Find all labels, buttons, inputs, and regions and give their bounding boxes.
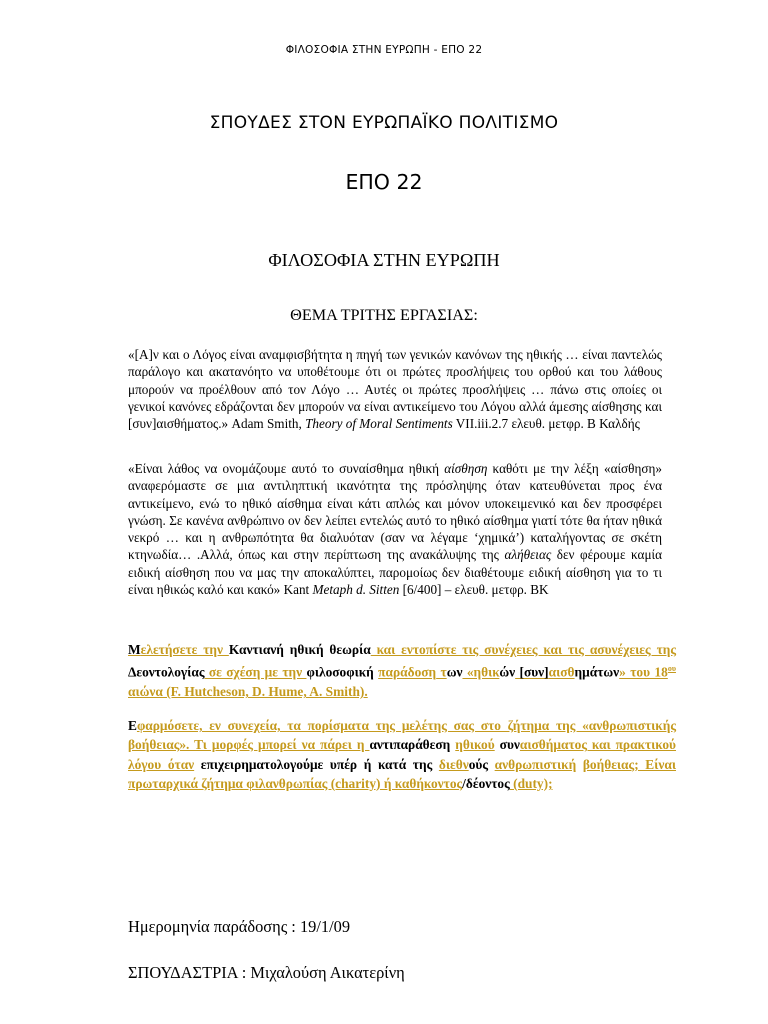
task2-seg: ούς: [468, 756, 488, 772]
task2-seg: ; Είναι πρωταρχικά ζήτημα φιλανθρωπίας (charity) ή καθήκοντος: [128, 756, 676, 791]
task2-seg: συν: [494, 737, 520, 753]
task2-seg: ανθρωπιστική: [494, 756, 577, 772]
task2-seg: [488, 757, 495, 772]
quote-adam-smith: [128, 346, 662, 432]
quote1-ref: VII.iii.2.7 ελευθ. μετφρ. Β Καλδής: [452, 416, 640, 432]
task1-seg: ου: [667, 664, 676, 674]
task1-seg: Καντιανή ηθική θεωρία: [228, 642, 371, 657]
quote2-part-4: [6/400] – ελευθ. μετφρ. ΒΚ: [399, 582, 549, 598]
student-name: ΣΠΟΥΔΑΣΤΡΙΑ : Μιχαλούση Αικατερίνη: [128, 963, 405, 982]
running-header: ΦΙΛΟΣΟΦΙΑ ΣΤΗΝ ΕΥΡΩΠΗ - ΕΠΟ 22: [285, 44, 483, 56]
program-title: ΣΠΟΥΔΕΣ ΣΤΟΝ ΕΥΡΩΠΑΪΚΟ ΠΟΛΙΤΙΣΜΟ: [209, 113, 559, 133]
task2-seg: διεθν: [438, 756, 469, 772]
task1-seg: Μ: [128, 642, 141, 657]
task2-seg: αντιπαράθεση: [369, 737, 451, 753]
task1-seg: Δεοντολογίας: [128, 664, 205, 680]
quote2-part-2: καθότι με την λέξη «αίσθηση» αναφερόμαστε σε μια αντιληπτική ικανότητα της πρόσληψης όταν κατευθύνεται προς ένα αντικείμενο, ενώ το ηθικό αίσθημα είναι κάτι απλώς και μόνον υποκειμενικό και δεν προσφέρει γνώση. Σε κανένα ανθρώπινο ον δεν λείπει εντελώς αυτό το ηθικό αίσθημα γιατί τότε θα ήταν ηθικά νεκρό … και η ανθρωπότητα θα διαλυόταν (σαν να λέγαμε ‘χημικά’) καταλήγοντας σε σκέτη κτηνωδία… .Αλλά, όπως και στην περίπτωση της ανακάλυψης της: [128, 461, 662, 563]
task2-seg: (duty);: [509, 775, 553, 791]
task1-seg: τ: [436, 664, 447, 680]
task2-seg: Ε: [128, 718, 137, 733]
task1-seg: ελετήσετε την: [140, 642, 229, 657]
quote1-work: Theory of Moral Sentiments: [305, 416, 453, 432]
task1-seg: » του 18: [619, 664, 668, 680]
quote2-italic-2: αλήθειας: [504, 547, 552, 563]
assignment-heading: ΘΕΜΑ ΤΡΙΤΗΣ ΕΡΓΑΣΙΑΣ:: [290, 306, 478, 324]
task1-seg: και εντοπίστε τις συνέχειες και τις ασυνέχειες της: [370, 642, 676, 657]
task1-seg: ων: [446, 664, 463, 680]
task2-seg: /δέοντος: [462, 775, 510, 791]
task1-seg: «ηθικ: [462, 664, 500, 680]
task2-seg: [576, 757, 583, 772]
task2-seg: ηθικού: [455, 737, 495, 753]
task1-seg: σε σχέση με την: [204, 664, 307, 680]
task1-seg: παράδοση: [378, 664, 437, 680]
task1-seg: [συν]: [515, 664, 549, 680]
task1-seg: ών: [499, 664, 516, 680]
task2-seg: βοήθειας: [582, 756, 635, 772]
course-title: ΦΙΛΟΣΟΦΙΑ ΣΤΗΝ ΕΥΡΩΠΗ: [268, 250, 500, 270]
quote1-text: «[Α]ν και ο Λόγος είναι αναμφισβήτητα η πηγή των γενικών κανόνων της ηθικής … είναι παντελώς παράλογο και ακατανόητο να υποθέτουμε ότι οι πρώτες προσλήψεις του ορθού και του λάθους μπορούν να προέλθουν από τον Λόγο … Αυτές οι πρώτες προσλήψεις … πάνω στις οποίες οι γενικοί κανόνες εδράζονται δεν μπορούν να είναι αντικείμενο του Λόγου αλλά άμεσης αίσθησης και [συν]αισθήματος.» Adam Smith,: [128, 347, 662, 432]
quote2-part-3: δεν φέρουμε καμία ειδική αίσθηση που να μας την αποκαλύπτει, παρομοίως δεν διαθέτουμε ειδική αίσθηση για το τι είναι ηθικώς καλό και κακό» Kant: [128, 547, 662, 598]
task1-seg: φιλοσοφική: [306, 664, 374, 680]
task1-seg: αιώνα (F. Hutcheson, D. Hume, A. Smith).: [128, 684, 368, 700]
task-1: [128, 640, 676, 701]
task-2: [128, 716, 676, 793]
quote-kant: [128, 460, 662, 598]
course-code: ΕΠΟ 22: [345, 170, 423, 194]
task1-seg: ημάτων: [574, 664, 620, 680]
quote2-italic-3: Metaph d. Sitten: [312, 582, 400, 598]
due-date: Ημερομηνία παράδοσης : 19/1/09: [128, 917, 351, 936]
task1-seg: αισθ: [548, 664, 575, 680]
task2-seg: φαρμόσετε, εν συνεχεία, τα πορίσματα της μελέτης σας στο ζήτημα της «ανθρωπιστικής βοήθειας». Τι μορφές μπορεί να πάρει η: [128, 718, 676, 753]
quote2-part-1: «Είναι λάθος να ονομάζουμε αυτό το συναίσθημα ηθική: [128, 461, 445, 476]
task2-seg: αισθήματος και πρακτικού λόγου όταν: [128, 737, 676, 772]
quote2-italic-1: αίσθηση: [444, 461, 488, 476]
task2-seg: επιχειρηματολογούμε υπέρ ή κατά της: [194, 756, 439, 772]
